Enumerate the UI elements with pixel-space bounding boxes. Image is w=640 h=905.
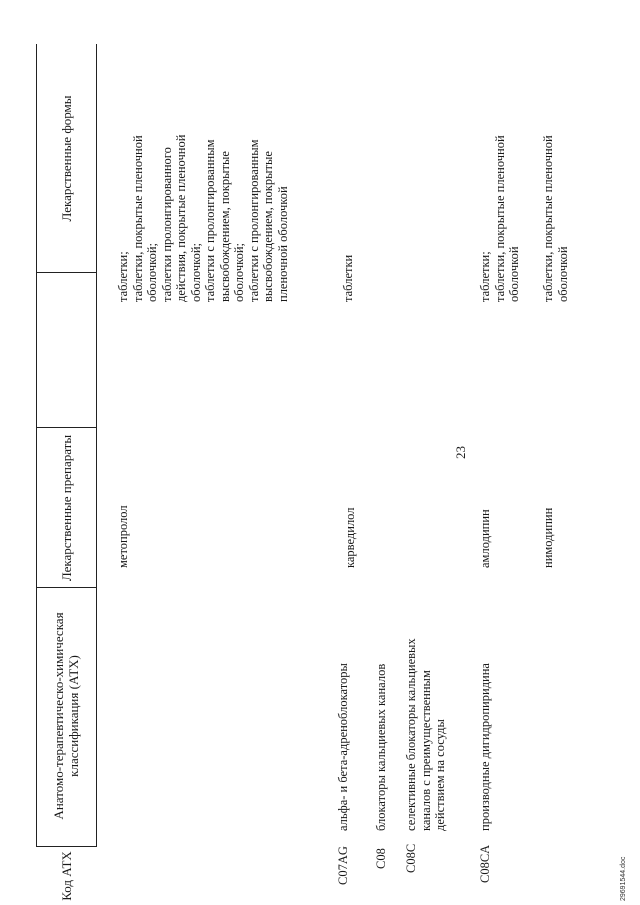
drug-name: метопролол [116,505,130,568]
atc-classification: селективные блокаторы кальциевых каналов с преимущественным действием на сосуды [404,638,447,831]
dosage-forms: таблетки; таблетки, покрытые пленочной оболочкой [478,135,521,302]
page-number: 23 [453,446,468,459]
atc-code: C08CA [478,844,492,883]
atc-code: C07AG [336,846,350,885]
table-top-border [36,44,37,847]
atc-code: C08 [374,848,388,869]
header-code: Код АТХ [59,851,74,901]
header-forms: Лекарственные формы [59,95,74,222]
dosage-forms: таблетки; таблетки, покрытые пленочной оболочкой; таблетки пролонгированного действия, покрытые пленочной оболочкой; таблетки с пролонгированным высвобождением, покрытые оболочкой; таблетки с пролонгированным высвобождением, покрытые пленочной оболочкой [116,134,290,302]
atc-classification: блокаторы кальциевых каналов [374,663,388,831]
header-drugs: Лекарственные препараты [59,434,74,582]
dosage-forms: таблетки [341,254,355,302]
document-filename: 29691544.doc [620,856,627,901]
drug-name: карведилол [343,507,357,568]
table-header-divider [96,44,97,847]
drug-name: нимодипин [541,507,555,568]
drug-name: амлодипин [478,509,492,568]
dosage-forms: таблетки, покрытые пленочной оболочкой [541,135,570,302]
atc-classification: альфа- и бета-адреноблокаторы [336,663,350,831]
atc-code: C08C [404,843,418,873]
atc-classification: производные дигидропиридина [478,663,492,831]
header-classification: Анатомо-терапевтическо-химическая классификация (АТХ) [51,612,81,820]
